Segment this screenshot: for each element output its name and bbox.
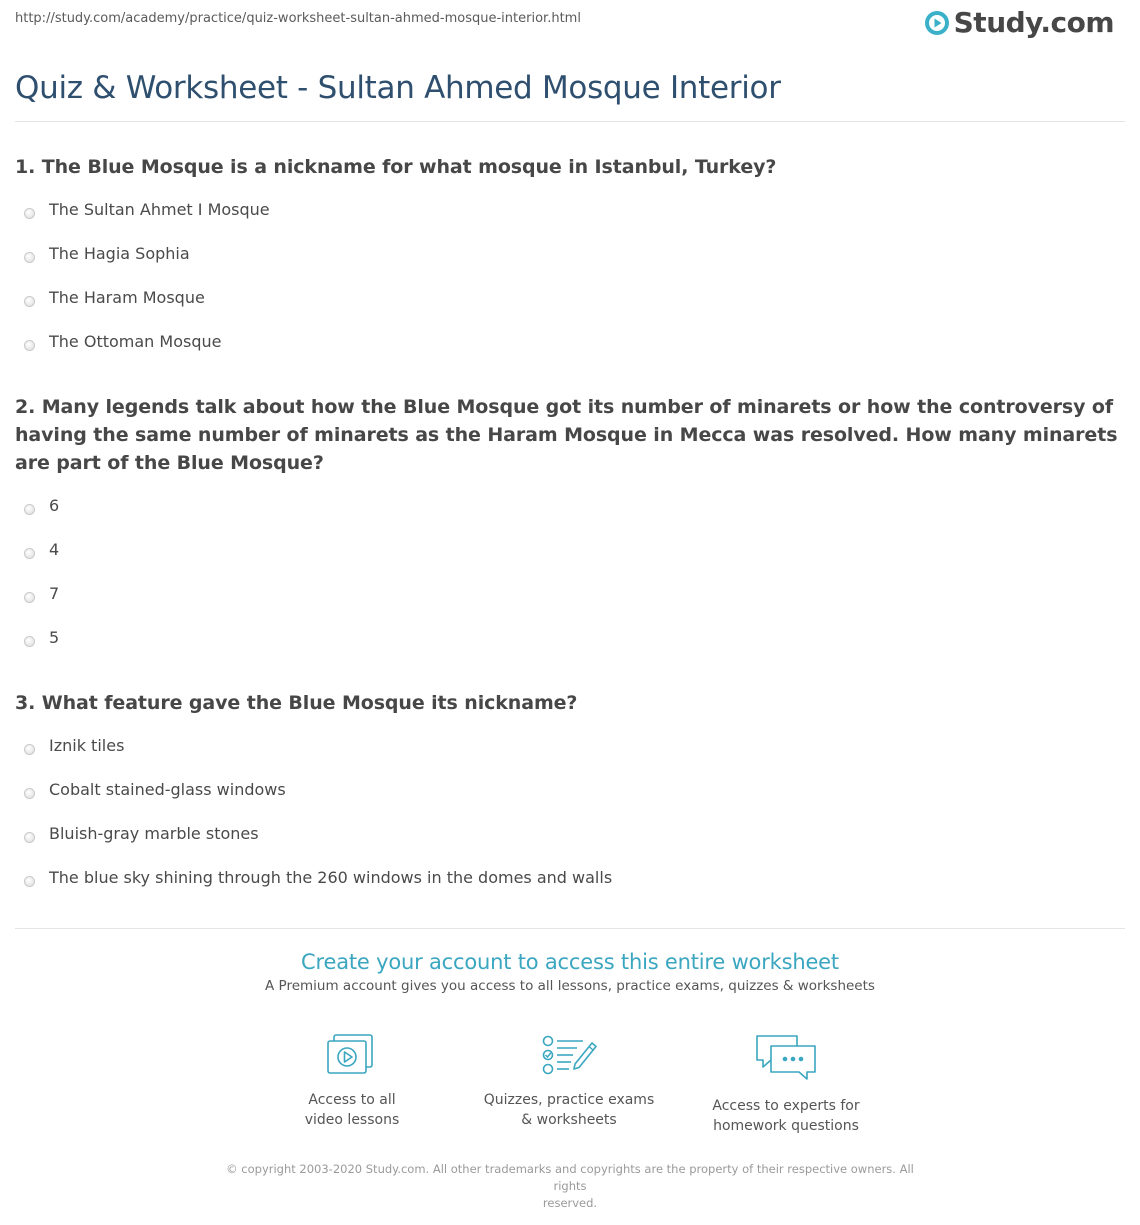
- answer-label: Cobalt stained-glass windows: [49, 779, 286, 799]
- feature-label-line: homework questions: [713, 1118, 859, 1134]
- answer-option[interactable]: [15, 195, 1120, 239]
- chat-bubbles-icon: [753, 1032, 819, 1084]
- answer-label: The Ottoman Mosque: [49, 331, 222, 351]
- radio-button[interactable]: [24, 592, 35, 603]
- feature-label: [696, 1096, 876, 1136]
- answer-label: Iznik tiles: [49, 735, 125, 755]
- answer-option[interactable]: [15, 863, 1120, 907]
- title-divider: [15, 121, 1125, 122]
- answer-option[interactable]: [15, 623, 1120, 667]
- radio-button[interactable]: [24, 832, 35, 843]
- study-logo[interactable]: [924, 7, 1114, 39]
- signup-cta: [0, 950, 1140, 994]
- feature-quizzes: [479, 1032, 659, 1130]
- answer-list: [15, 195, 1120, 371]
- copyright-line: © copyright 2003-2020 Study.com. All other trademarks and copyrights are the property of their respective owners. All rights: [226, 1162, 914, 1193]
- cta-divider: [15, 928, 1125, 929]
- answer-label: The Hagia Sophia: [49, 243, 190, 263]
- answer-label: 6: [49, 495, 60, 515]
- answer-label: 7: [49, 583, 60, 603]
- feature-label: [262, 1090, 442, 1130]
- question-text: 2. Many legends talk about how the Blue Mosque got its number of minarets or how the controversy of having the same number of minarets as the Haram Mosque in Mecca was resolved. How many minarets are part of the Blue Mosque?: [15, 396, 1118, 474]
- feature-label-line: Access to all: [308, 1092, 396, 1108]
- cta-title-link[interactable]: Create your account to access this entire worksheet: [301, 950, 839, 974]
- answer-option[interactable]: [15, 535, 1120, 579]
- answer-option[interactable]: [15, 491, 1120, 535]
- answer-option[interactable]: [15, 775, 1120, 819]
- feature-label-line: Access to experts for: [712, 1098, 860, 1114]
- logo-text: Study.com: [953, 6, 1114, 39]
- feature-video-lessons: [262, 1032, 442, 1130]
- radio-button[interactable]: [24, 876, 35, 887]
- answer-option[interactable]: [15, 283, 1120, 327]
- radio-button[interactable]: [24, 548, 35, 559]
- answer-option[interactable]: [15, 327, 1120, 371]
- radio-button[interactable]: [24, 340, 35, 351]
- answer-list: [15, 731, 1120, 907]
- answer-label: The Sultan Ahmet I Mosque: [49, 199, 270, 219]
- radio-button[interactable]: [24, 296, 35, 307]
- radio-button[interactable]: [24, 252, 35, 263]
- feature-label-line: video lessons: [304, 1112, 400, 1128]
- play-circle-icon: [924, 10, 950, 36]
- question-1: [15, 153, 1120, 371]
- radio-button[interactable]: [24, 744, 35, 755]
- checklist-quiz-icon: [539, 1032, 599, 1078]
- question-text: 1. The Blue Mosque is a nickname for what mosque in Istanbul, Turkey?: [15, 156, 777, 178]
- radio-button[interactable]: [24, 788, 35, 799]
- question-text: 3. What feature gave the Blue Mosque its nickname?: [15, 692, 578, 714]
- feature-experts: [696, 1032, 876, 1136]
- question-3: [15, 689, 1120, 907]
- top-bar: [0, 0, 1140, 46]
- page-url: http://study.com/academy/practice/quiz-worksheet-sultan-ahmed-mosque-interior.html: [15, 11, 581, 26]
- feature-label-line: & worksheets: [521, 1112, 617, 1128]
- feature-label: [479, 1090, 659, 1130]
- question-2: [15, 393, 1120, 667]
- answer-label: The Haram Mosque: [49, 287, 205, 307]
- video-lessons-icon: [324, 1032, 380, 1078]
- answer-list: [15, 491, 1120, 667]
- copyright-line: reserved.: [542, 1196, 598, 1210]
- answer-label: The blue sky shining through the 260 windows in the domes and walls: [49, 867, 613, 887]
- radio-button[interactable]: [24, 504, 35, 515]
- copyright-footer: [215, 1161, 925, 1212]
- answer-label: 4: [49, 539, 60, 559]
- cta-subtitle: A Premium account gives you access to all lessons, practice exams, quizzes & worksheets: [265, 978, 875, 994]
- answer-label: Bluish-gray marble stones: [49, 823, 259, 843]
- answer-option[interactable]: [15, 819, 1120, 863]
- radio-button[interactable]: [24, 636, 35, 647]
- page-title: Quiz & Worksheet - Sultan Ahmed Mosque Interior: [15, 70, 781, 106]
- answer-option[interactable]: [15, 579, 1120, 623]
- answer-option[interactable]: [15, 239, 1120, 283]
- radio-button[interactable]: [24, 208, 35, 219]
- answer-label: 5: [49, 627, 60, 647]
- answer-option[interactable]: [15, 731, 1120, 775]
- feature-label-line: Quizzes, practice exams: [483, 1092, 655, 1108]
